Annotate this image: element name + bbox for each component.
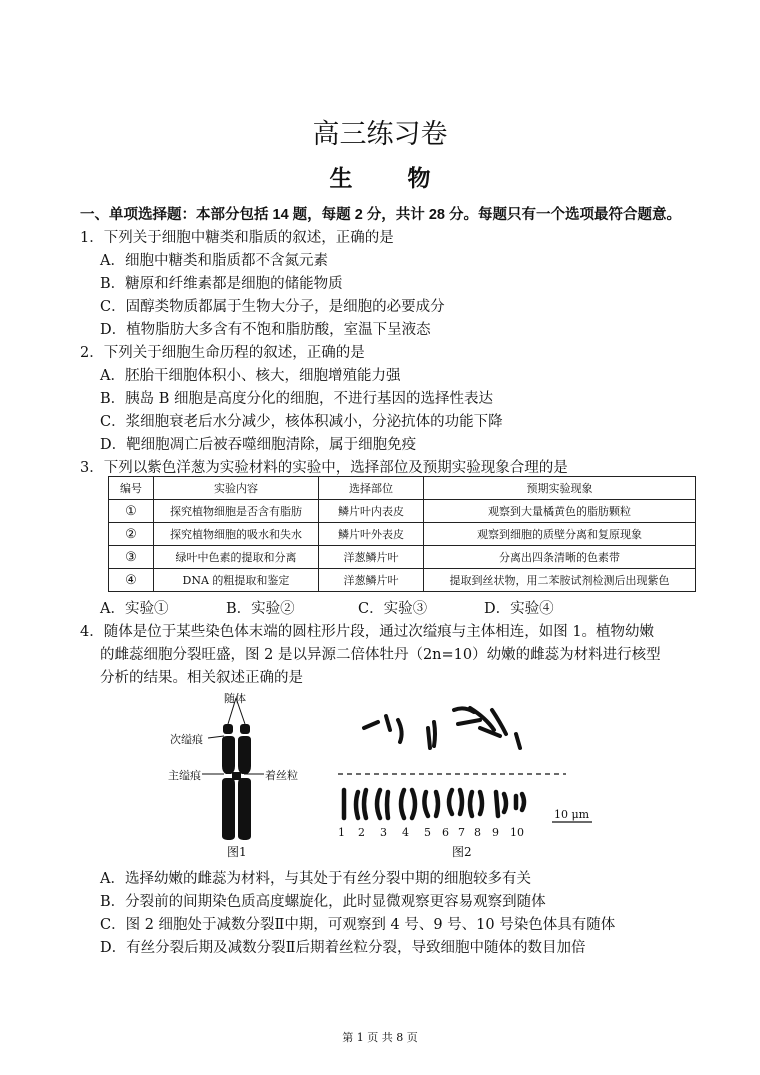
q2-option-b: B．胰岛 B 细胞是高度分化的细胞，不进行基因的选择性表达 [100, 391, 494, 407]
q1-option-a: A．细胞中糖类和脂质都不含氮元素 [100, 253, 328, 269]
table-row [109, 546, 696, 569]
table-cell: DNA 的粗提取和鉴定 [154, 569, 319, 592]
q3-answer-c: C．实验③ [358, 601, 428, 617]
fig1-label-primary: 主缢痕 [168, 769, 201, 782]
fig2-number-3: 3 [380, 826, 387, 839]
table-cell: 鳞片叶内表皮 [319, 500, 424, 523]
table-cell: 洋葱鳞片叶 [319, 569, 424, 592]
table-row [109, 569, 696, 592]
table-cell: 绿叶中色素的提取和分离 [154, 546, 319, 569]
fig2-number-4: 4 [402, 826, 409, 839]
table-row [109, 500, 696, 523]
q4-option-d: D．有丝分裂后期及减数分裂Ⅱ后期着丝粒分裂，导致细胞中随体的数目加倍 [100, 940, 586, 956]
q2-option-d: D．靶细胞凋亡后被吞噬细胞清除，属于细胞免疫 [100, 437, 417, 453]
q4-option-a: A．选择幼嫩的雌蕊为材料，与其处于有丝分裂中期的细胞较多有关 [100, 871, 531, 887]
q4-stem-line1: 4．随体是位于某些染色体末端的圆柱形片段，通过次缢痕与主体相连，如图 1。植物幼嫩 [80, 624, 655, 640]
fig2-number-10: 10 [510, 826, 524, 839]
q1-option-c: C．固醇类物质都属于生物大分子，是细胞的必要成分 [100, 299, 445, 315]
q2-option-a: A．胚胎干细胞体积小、核大，细胞增殖能力强 [100, 368, 401, 384]
table-cell: 提取到丝状物，用二苯胺试剂检测后出现紫色 [424, 569, 696, 592]
q4-stem-line3: 分析的结果。相关叙述正确的是 [100, 670, 303, 686]
table-header-row [109, 477, 696, 500]
table-header: 预期实验现象 [424, 477, 696, 500]
fig2-number-8: 8 [474, 826, 481, 839]
table-cell: ③ [109, 546, 154, 569]
q4-option-c: C．图 2 细胞处于减数分裂Ⅱ中期，可观察到 4 号、9 号、10 号染色体具有随体 [100, 917, 616, 933]
table-cell: 分离出四条清晰的色素带 [424, 546, 696, 569]
q1-stem: 1．下列关于细胞中糖类和脂质的叙述，正确的是 [80, 230, 394, 246]
table-row [109, 523, 696, 546]
q2-stem: 2．下列关于细胞生命历程的叙述，正确的是 [80, 345, 365, 361]
fig1-label-secondary: 次缢痕 [170, 733, 203, 746]
table-header: 实验内容 [154, 477, 319, 500]
q4-stem-line2: 的雌蕊细胞分裂旺盛，图 2 是以异源二倍体牡丹（2n=10）幼嫩的雌蕊为材料进行核型 [100, 647, 661, 663]
fig2-number-9: 9 [492, 826, 499, 839]
subject-title: 生 物 [329, 165, 447, 191]
fig1-label-centromere: 着丝粒 [265, 769, 298, 782]
q3-answer-a: A．实验① [100, 601, 169, 617]
q3-answer-d: D．实验④ [484, 601, 554, 617]
q4-option-b: B．分裂前的间期染色质高度螺旋化，此时显微观察更容易观察到随体 [100, 894, 546, 910]
fig2-number-6: 6 [442, 826, 449, 839]
q3-answer-b: B．实验② [226, 601, 295, 617]
table-cell: ② [109, 523, 154, 546]
page-title: 高三练习卷 [312, 119, 448, 149]
table-cell: ① [109, 500, 154, 523]
experiment-table [108, 476, 696, 592]
table-header: 选择部位 [319, 477, 424, 500]
fig2-number-7: 7 [458, 826, 465, 839]
table-header: 编号 [109, 477, 154, 500]
table-cell: 观察到大量橘黄色的脂肪颗粒 [424, 500, 696, 523]
table-cell: 鳞片叶外表皮 [319, 523, 424, 546]
section-heading: 一、单项选择题：本部分包括 14 题，每题 2 分，共计 28 分。每题只有一个选项最符合题意。 [80, 207, 681, 223]
fig2-caption: 图2 [452, 845, 472, 859]
fig2-number-1: 1 [338, 826, 345, 839]
fig1-label-satellite: 随体 [224, 692, 246, 705]
page-footer: 第 1 页 共 8 页 [342, 1031, 418, 1044]
table-cell: ④ [109, 569, 154, 592]
fig1-caption: 图1 [227, 845, 247, 859]
q3-stem: 3．下列以紫色洋葱为实验材料的实验中，选择部位及预期实验现象合理的是 [80, 460, 568, 476]
fig2-number-2: 2 [358, 826, 365, 839]
table-cell: 探究植物细胞是否含有脂肪 [154, 500, 319, 523]
q2-option-c: C．浆细胞衰老后水分减少，核体积减小，分泌抗体的功能下降 [100, 414, 503, 430]
fig2-scale-bar-label: 10 μm [554, 808, 590, 821]
fig2-number-5: 5 [424, 826, 431, 839]
table-cell: 探究植物细胞的吸水和失水 [154, 523, 319, 546]
q1-option-b: B．糖原和纤维素都是细胞的储能物质 [100, 276, 343, 292]
table-cell: 观察到细胞的质壁分离和复原现象 [424, 523, 696, 546]
q1-option-d: D．植物脂肪大多含有不饱和脂肪酸，室温下呈液态 [100, 322, 431, 338]
table-cell: 洋葱鳞片叶 [319, 546, 424, 569]
